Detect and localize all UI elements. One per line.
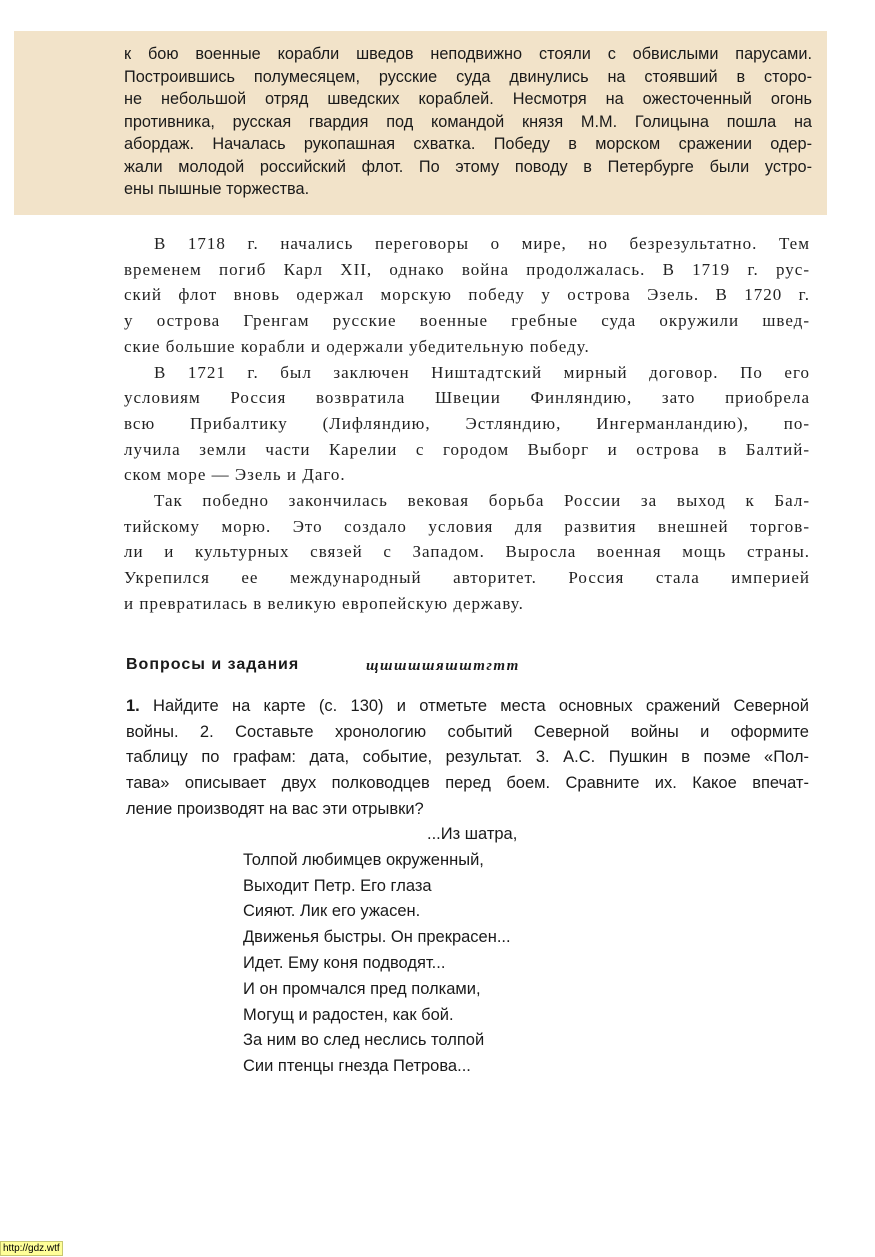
text-line: таблицу по графам: дата, событие, результат. 3. А.С. Пушкин в поэме «Пол- [126,748,809,767]
poem-line: Идет. Ему коня подводят... [243,953,446,972]
text-line: ли и культурных связей с Западом. Выросла военная мощь страны. [124,542,810,562]
text-line: не небольшой отряд шведских кораблей. Несмотря на ожесточенный огонь [124,90,812,108]
text-line: Укрепился ее международный авторитет. Россия стала империей [124,568,810,588]
text-line: лучила земли части Карелии с городом Выборг и острова в Балтий- [124,439,810,459]
watermark-link[interactable]: http://gdz.wtf [0,1241,63,1256]
text-line [126,694,809,720]
text-line: временем погиб Карл XII, однако война продолжалась. В 1719 г. рус- [124,259,810,279]
text-line: тийскому морю. Это создало условия для развития внешней торгов- [124,516,810,536]
text-line: В 1721 г. был заключен Ништадтский мирный договор. По его [154,362,810,382]
paragraph [124,231,810,360]
text-line: тава» описывает двух полководцев перед боем. Сравните их. Какое впечат- [126,774,809,793]
text-line: В 1718 г. начались переговоры о мире, но безрезультатно. Тем [154,234,810,253]
paragraph [124,488,810,617]
text-line: ление производят на вас эти отрывки? [126,799,424,818]
text-line: абордаж. Началась рукопашная схватка. Победу в морском сражении одер- [124,135,812,153]
task-text: Найдите на карте (с. 130) и отметьте места основных сражений Северной [139,697,809,715]
highlighted-excerpt-text [124,43,812,201]
paragraph [124,360,810,489]
tasks-text [126,694,809,823]
text-line: к бою военные корабли шведов неподвижно стояли с обвислыми парусами. [124,45,812,63]
text-line: условиям Россия возвратила Швеции Финляндию, зато приобрела [124,388,810,408]
poem-line: И он промчался пред полками, [243,979,481,998]
poem-line: Толпой любимцев окруженный, [243,850,484,869]
text-line: у острова Гренгам русские военные гребные суда окружили швед- [124,311,810,331]
poem-line: Сии птенцы гнезда Петрова... [243,1057,471,1076]
text-line: ены пышные торжества. [124,180,310,198]
poem-line: Сияют. Лик его ужасен. [243,902,421,921]
section-heading: Вопросы и задания [126,656,300,673]
heading-decoration: щшшшшяшштгтт [366,658,520,674]
text-line: ском море — Эзель и Даго. [124,465,346,485]
poem-excerpt [243,822,517,1080]
task-number: 1. [126,697,140,715]
text-line: жали молодой российский флот. По этому поводу в Петербурге были устро- [124,157,812,176]
poem-line: Могущ и радостен, как бой. [243,1005,454,1024]
text-line: ский флот вновь одержал морскую победу у острова Эзель. В 1720 г. [124,285,810,305]
text-line: всю Прибалтику (Лифляндию, Эстляндию, Ингерманландию), по- [124,413,810,433]
text-line: противника, русская гвардия под командой князя М.М. Голицына пошла на [124,112,812,131]
poem-line: Выходит Петр. Его глаза [243,876,432,895]
text-line: Так победно закончилась вековая борьба России за выход к Бал- [154,491,810,511]
poem-line: ...Из шатра, [427,825,518,843]
poem-line: За ним во след неслись толпой [243,1031,485,1050]
text-line: Построившись полумесяцем, русские суда двинулись на стоявший в сторо- [124,67,812,86]
text-line: ские большие корабли и одержали убедительную победу. [124,336,590,356]
main-body-text [124,231,810,617]
text-line: и превратилась в великую европейскую державу. [124,593,524,613]
text-line: войны. 2. Составьте хронологию событий Северной войны и оформите [126,722,809,741]
poem-line: Движенья быстры. Он прекрасен... [243,928,511,947]
